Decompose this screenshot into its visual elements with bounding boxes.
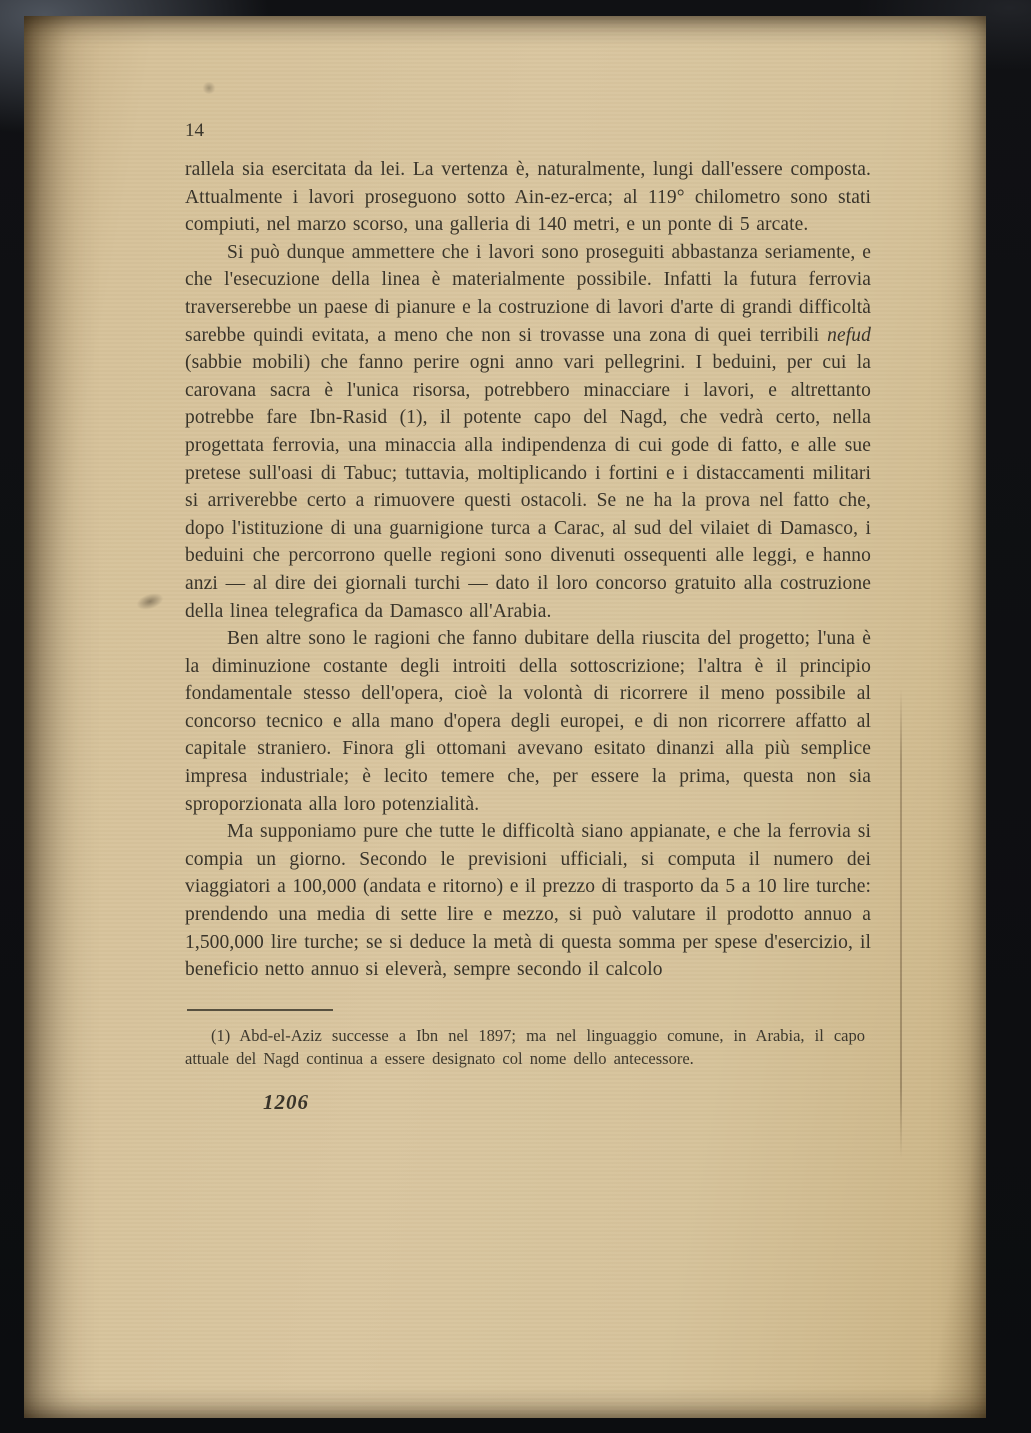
body-text (185, 156, 871, 984)
page-number: 14 (185, 120, 204, 141)
paragraph-4: Ma supponiamo pure che tutte le difficoltà siano appianate, e che la ferrovia si compia un giorno. Secondo le previsioni ufficiali, si computa il numero dei viaggiatori a 100,000 (andata e ritorno) e il prezzo di trasporto da 5 a 10 lire turche: prendendo una media di sette lire e mezzo, si può valutare il prodotto annuo a 1,500,000 lire turche; se si deduce la metà di questa somma per spese d'esercizio, il beneficio netto annuo si eleverà, sempre secondo il calcolo (185, 821, 871, 981)
paragraph-2 (185, 239, 871, 625)
paragraph-2-pre: Si può dunque ammettere che i lavori sono proseguiti abbastanza seriamente, e che l'esecuzione della linea è materialmente possibile. Infatti la futura ferrovia traverserebbe un paese di pianure e la costruzione di lavori d'arte di grandi difficoltà sarebbe quindi evitata, a meno che non si trovasse una zona di quei terribili (185, 241, 871, 346)
footnote-text: (1) Abd-el-Aziz successe a Ibn nel 1897; ma nel linguaggio comune, in Arabia, il capo attuale del Nagd continua a essere designato col nome dello antecessore. (185, 1025, 865, 1068)
paragraph-2-italic-term: nefud (827, 324, 871, 346)
book-page (24, 16, 986, 1418)
folio-number: 1206 (263, 1089, 309, 1114)
paragraph-1: rallela sia esercitata da lei. La vertenza è, naturalmente, lungi dall'essere composta. Attualmente i lavori proseguono sotto Ain-ez-erca; al 119° chilometro sono stati compiuti, nel marzo scorso, una galleria di 140 metri, e un ponte di 5 arcate. (185, 159, 871, 236)
paragraph-3: Ben altre sono le ragioni che fanno dubitare della riuscita del progetto; l'una è la diminuzione costante degli introiti della sottoscrizione; l'altra è il principio fondamentale stesso dell'opera, cioè la volontà di ricorrere il meno possibile al concorso tecnico e alla mano d'opera degli europei, e di non ricorrere affatto al capitale straniero. Finora gli ottomani avevano esitato dinanzi alla più semplice impresa industriale; è lecito temere che, per essere la prima, questa non sia sproporzionata alla loro potenzialità. (185, 628, 871, 815)
paragraph-2-post: (sabbie mobili) che fanno perire ogni anno vari pellegrini. I beduini, per cui la carovana sacra è l'unica risorsa, potrebbero minacciare i lavori, e altrettanto potrebbe fare Ibn-Rasid (1), il potente capo del Nagd, che vedrà certo, nella progettata ferrovia, una minaccia alla indipendenza di cui gode di fatto, e alle sue pretese sull'oasi di Tabuc; tuttavia, moltiplicando i fortini e i distaccamenti militari si arriverebbe certo a rimuovere questi ostacoli. Se ne ha la prova nel fatto che, dopo l'istituzione di una guarnigione turca a Carac, al sud del vilaiet di Damasco, i beduini che percorrono quelle regioni sono divenuti ossequenti alle leggi, e hanno anzi — al dire dei giornali turchi — dato il loro concorso gratuito alla costruzione della linea telegrafica da Damasco all'Arabia. (185, 352, 871, 622)
page-content (24, 16, 986, 1418)
footnote-separator (187, 1009, 333, 1011)
